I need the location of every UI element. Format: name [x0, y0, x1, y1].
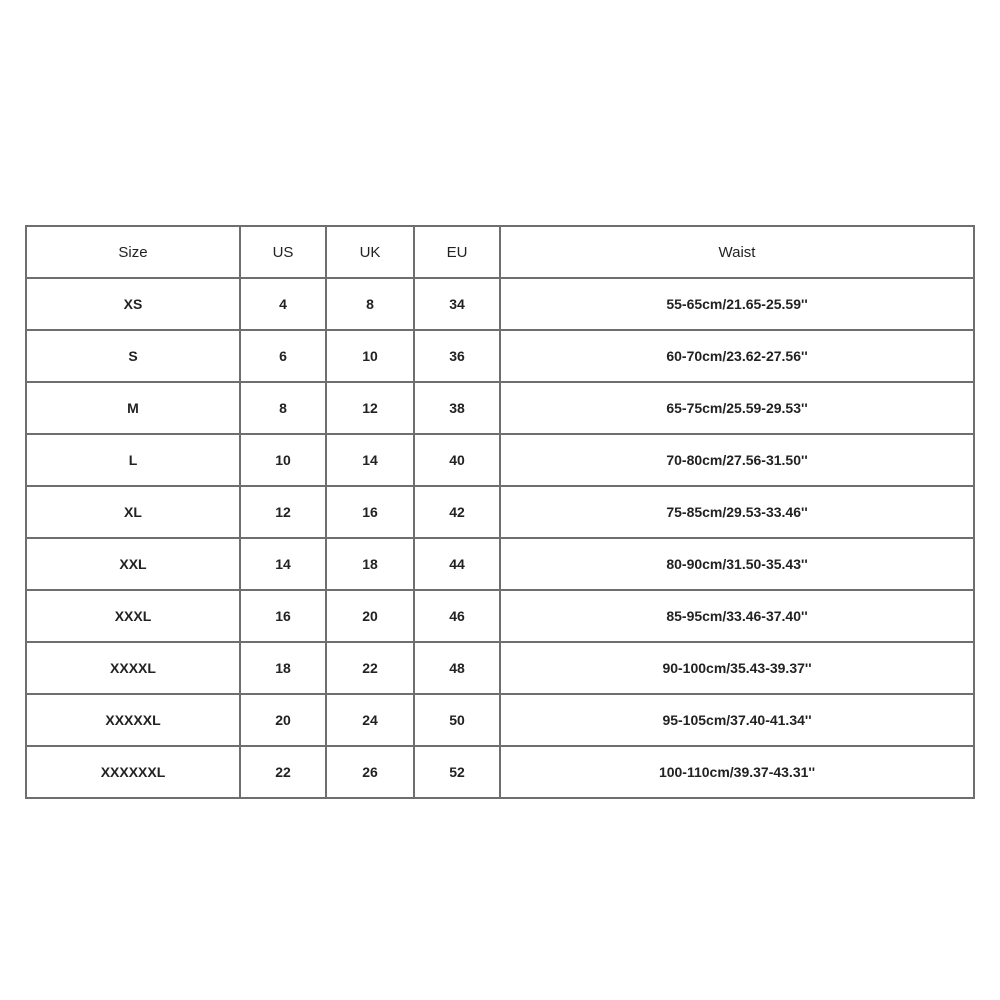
- cell-us: 16: [240, 590, 326, 642]
- header-eu: EU: [414, 226, 500, 278]
- table-row: [26, 694, 974, 746]
- cell-waist: 80-90cm/31.50-35.43'': [500, 538, 974, 590]
- cell-uk: 18: [326, 538, 414, 590]
- cell-eu: 40: [414, 434, 500, 486]
- size-chart-body: [26, 278, 974, 798]
- cell-eu: 48: [414, 642, 500, 694]
- cell-uk: 14: [326, 434, 414, 486]
- table-row: [26, 642, 974, 694]
- cell-eu: 38: [414, 382, 500, 434]
- table-row: [26, 330, 974, 382]
- table-row: [26, 538, 974, 590]
- cell-size: XXXXXXL: [26, 746, 240, 798]
- cell-size: XXL: [26, 538, 240, 590]
- cell-waist: 95-105cm/37.40-41.34'': [500, 694, 974, 746]
- cell-waist: 85-95cm/33.46-37.40'': [500, 590, 974, 642]
- cell-eu: 42: [414, 486, 500, 538]
- cell-waist: 65-75cm/25.59-29.53'': [500, 382, 974, 434]
- header-row: [26, 226, 974, 278]
- cell-us: 22: [240, 746, 326, 798]
- cell-uk: 24: [326, 694, 414, 746]
- table-row: [26, 590, 974, 642]
- cell-uk: 16: [326, 486, 414, 538]
- header-uk: UK: [326, 226, 414, 278]
- cell-eu: 46: [414, 590, 500, 642]
- cell-eu: 52: [414, 746, 500, 798]
- table-row: [26, 434, 974, 486]
- cell-size: S: [26, 330, 240, 382]
- header-size: Size: [26, 226, 240, 278]
- cell-us: 10: [240, 434, 326, 486]
- cell-us: 14: [240, 538, 326, 590]
- table-row: [26, 746, 974, 798]
- header-us: US: [240, 226, 326, 278]
- cell-uk: 10: [326, 330, 414, 382]
- cell-us: 4: [240, 278, 326, 330]
- cell-size: XS: [26, 278, 240, 330]
- cell-uk: 22: [326, 642, 414, 694]
- cell-waist: 60-70cm/23.62-27.56'': [500, 330, 974, 382]
- cell-eu: 44: [414, 538, 500, 590]
- cell-us: 6: [240, 330, 326, 382]
- cell-size: XXXXXL: [26, 694, 240, 746]
- cell-eu: 50: [414, 694, 500, 746]
- cell-us: 12: [240, 486, 326, 538]
- cell-us: 20: [240, 694, 326, 746]
- table-row: [26, 382, 974, 434]
- cell-us: 18: [240, 642, 326, 694]
- cell-uk: 8: [326, 278, 414, 330]
- cell-uk: 26: [326, 746, 414, 798]
- header-waist: Waist: [500, 226, 974, 278]
- cell-waist: 90-100cm/35.43-39.37'': [500, 642, 974, 694]
- size-chart-table: [25, 225, 975, 799]
- table-row: [26, 278, 974, 330]
- cell-size: L: [26, 434, 240, 486]
- cell-eu: 34: [414, 278, 500, 330]
- cell-waist: 75-85cm/29.53-33.46'': [500, 486, 974, 538]
- cell-uk: 20: [326, 590, 414, 642]
- cell-size: XL: [26, 486, 240, 538]
- cell-waist: 70-80cm/27.56-31.50'': [500, 434, 974, 486]
- cell-us: 8: [240, 382, 326, 434]
- cell-eu: 36: [414, 330, 500, 382]
- table-row: [26, 486, 974, 538]
- cell-waist: 100-110cm/39.37-43.31'': [500, 746, 974, 798]
- cell-waist: 55-65cm/21.65-25.59'': [500, 278, 974, 330]
- cell-size: M: [26, 382, 240, 434]
- cell-size: XXXXL: [26, 642, 240, 694]
- cell-size: XXXL: [26, 590, 240, 642]
- cell-uk: 12: [326, 382, 414, 434]
- size-chart-header: [26, 226, 974, 278]
